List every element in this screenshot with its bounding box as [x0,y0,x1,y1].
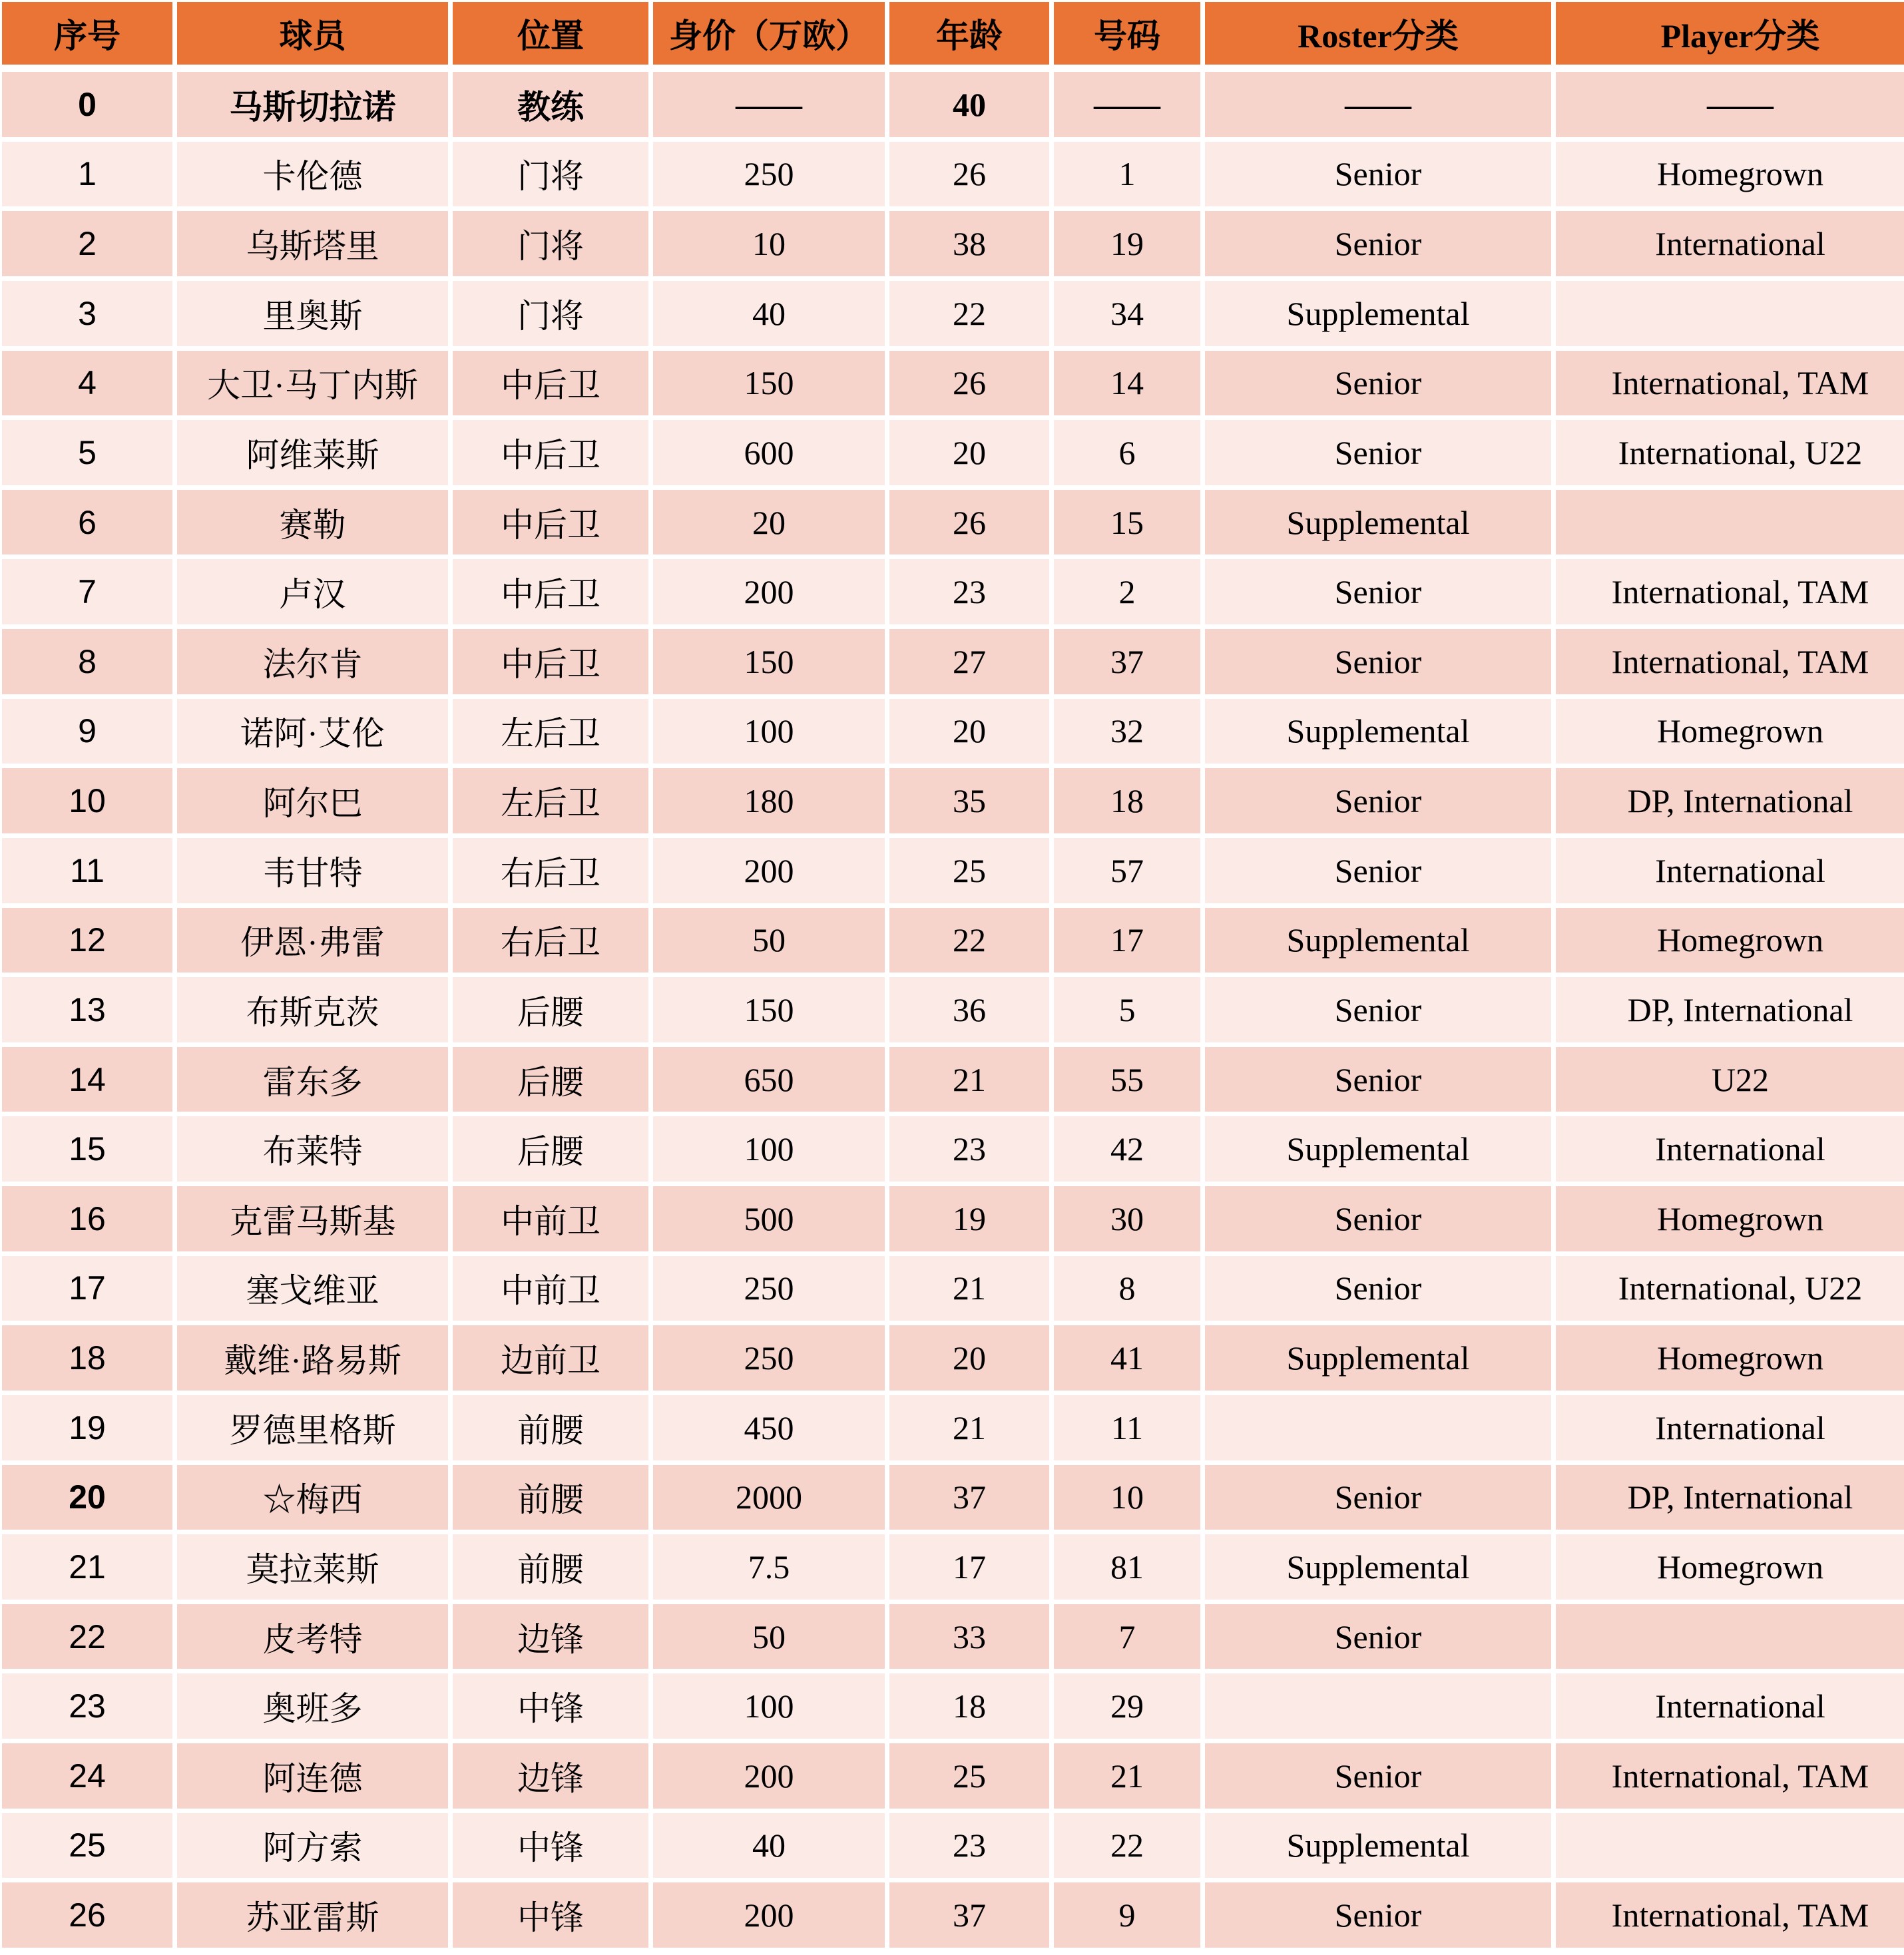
cell-index: 10 [2,768,172,833]
cell-player-name: 法尔肯 [177,629,448,694]
cell-age: 22 [889,908,1049,973]
cell-position: 左后卫 [453,699,648,764]
cell-roster-category: Senior [1205,1186,1551,1251]
table-row [2,768,1904,833]
cell-number: 41 [1054,1325,1200,1391]
cell-age: 23 [889,559,1049,624]
cell-player-name: 卡伦德 [177,142,448,207]
cell-market-value: 2000 [653,1465,885,1530]
header-row [2,2,1904,65]
cell-roster-category [1205,1395,1551,1460]
cell-market-value: 150 [653,977,885,1042]
cell-index: 9 [2,699,172,764]
cell-player-name: 阿连德 [177,1743,448,1809]
cell-index: 25 [2,1813,172,1878]
cell-index: 16 [2,1186,172,1251]
cell-roster-category: Supplemental [1205,1813,1551,1878]
cell-player-category: Homegrown [1556,1325,1904,1391]
cell-market-value: 200 [653,1743,885,1809]
cell-number: 9 [1054,1882,1200,1948]
cell-roster-category: Senior [1205,629,1551,694]
cell-player-name: 戴维·路易斯 [177,1325,448,1391]
cell-roster-category: Senior [1205,1882,1551,1948]
cell-roster-category: Senior [1205,1604,1551,1669]
cell-age: 23 [889,1813,1049,1878]
cell-number: 55 [1054,1047,1200,1112]
cell-position: 前腰 [453,1534,648,1600]
cell-age: 26 [889,490,1049,555]
cell-number: 19 [1054,211,1200,276]
cell-roster-category: Senior [1205,1047,1551,1112]
cell-player-category: Homegrown [1556,1534,1904,1600]
cell-player-name: 阿维莱斯 [177,420,448,485]
cell-player-name: 乌斯塔里 [177,211,448,276]
cell-market-value: 200 [653,1882,885,1948]
cell-age: 26 [889,142,1049,207]
cell-age: 33 [889,1604,1049,1669]
cell-market-value: 250 [653,1325,885,1391]
table-row [2,838,1904,903]
cell-number: 8 [1054,1256,1200,1321]
cell-player-category: International [1556,1116,1904,1182]
cell-number: —— [1054,69,1200,137]
cell-player-category: International, TAM [1556,629,1904,694]
header-number: 号码 [1054,2,1200,65]
cell-roster-category: Supplemental [1205,1534,1551,1600]
cell-roster-category: Senior [1205,977,1551,1042]
cell-market-value: 500 [653,1186,885,1251]
cell-position: 边前卫 [453,1325,648,1391]
cell-number: 17 [1054,908,1200,973]
cell-number: 29 [1054,1673,1200,1739]
cell-index: 2 [2,211,172,276]
cell-age: 37 [889,1465,1049,1530]
cell-age: 25 [889,838,1049,903]
cell-index: 23 [2,1673,172,1739]
cell-age: 18 [889,1673,1049,1739]
cell-player-name: 克雷马斯基 [177,1186,448,1251]
cell-number: 14 [1054,351,1200,416]
cell-position: 中后卫 [453,351,648,416]
header-age: 年龄 [889,2,1049,65]
cell-index: 6 [2,490,172,555]
cell-player-category: International, U22 [1556,1256,1904,1321]
cell-player-category: International, TAM [1556,351,1904,416]
cell-number: 15 [1054,490,1200,555]
cell-player-category: U22 [1556,1047,1904,1112]
table-row [2,629,1904,694]
cell-position: 门将 [453,281,648,346]
cell-player-category: International, U22 [1556,420,1904,485]
cell-position: 后腰 [453,977,648,1042]
cell-number: 6 [1054,420,1200,485]
cell-age: 19 [889,1186,1049,1251]
cell-age: 20 [889,699,1049,764]
cell-market-value: 100 [653,699,885,764]
table-row [2,559,1904,624]
cell-age: 25 [889,1743,1049,1809]
cell-number: 34 [1054,281,1200,346]
cell-player-name: ☆梅西 [177,1465,448,1530]
cell-player-name: 马斯切拉诺 [177,69,448,137]
cell-age: 20 [889,420,1049,485]
cell-player-category: Homegrown [1556,908,1904,973]
cell-market-value: 150 [653,351,885,416]
table-row [2,1395,1904,1460]
cell-player-category: Homegrown [1556,142,1904,207]
cell-market-value: 200 [653,838,885,903]
cell-position: 中前卫 [453,1186,648,1251]
cell-position: 中后卫 [453,629,648,694]
cell-player-category: International [1556,211,1904,276]
table-row [2,1186,1904,1251]
cell-index: 22 [2,1604,172,1669]
cell-age: 20 [889,1325,1049,1391]
cell-number: 7 [1054,1604,1200,1669]
cell-number: 57 [1054,838,1200,903]
cell-market-value: 50 [653,1604,885,1669]
cell-number: 81 [1054,1534,1200,1600]
cell-index: 12 [2,908,172,973]
cell-index: 17 [2,1256,172,1321]
cell-index: 24 [2,1743,172,1809]
cell-index: 1 [2,142,172,207]
cell-number: 21 [1054,1743,1200,1809]
cell-index: 5 [2,420,172,485]
cell-market-value: 600 [653,420,885,485]
header-market-value: 身价（万欧） [653,2,885,65]
cell-player-name: 布斯克茨 [177,977,448,1042]
cell-player-name: 布莱特 [177,1116,448,1182]
cell-position: 中后卫 [453,490,648,555]
cell-position: 边锋 [453,1604,648,1669]
cell-index: 0 [2,69,172,137]
cell-roster-category: Senior [1205,351,1551,416]
cell-number: 18 [1054,768,1200,833]
table-row [2,1047,1904,1112]
cell-age: 17 [889,1534,1049,1600]
cell-player-category [1556,490,1904,555]
cell-age: 21 [889,1395,1049,1460]
cell-roster-category: —— [1205,69,1551,137]
cell-position: 教练 [453,69,648,137]
cell-player-category: International [1556,838,1904,903]
cell-market-value: 650 [653,1047,885,1112]
cell-position: 后腰 [453,1116,648,1182]
cell-roster-category: Senior [1205,559,1551,624]
cell-position: 门将 [453,211,648,276]
cell-position: 中后卫 [453,420,648,485]
cell-player-category: International, TAM [1556,559,1904,624]
table-row [2,1673,1904,1739]
cell-player-name: 阿方索 [177,1813,448,1878]
cell-market-value: 40 [653,281,885,346]
cell-index: 21 [2,1534,172,1600]
table-row [2,1116,1904,1182]
cell-market-value: 250 [653,142,885,207]
cell-player-category [1556,281,1904,346]
cell-market-value: —— [653,69,885,137]
header-player: 球员 [177,2,448,65]
cell-index: 15 [2,1116,172,1182]
cell-index: 13 [2,977,172,1042]
cell-player-name: 奥班多 [177,1673,448,1739]
table-row [2,1813,1904,1878]
cell-number: 5 [1054,977,1200,1042]
cell-player-category: Homegrown [1556,699,1904,764]
cell-number: 42 [1054,1116,1200,1182]
cell-player-category: DP, International [1556,977,1904,1042]
cell-player-name: 雷东多 [177,1047,448,1112]
cell-roster-category: Supplemental [1205,699,1551,764]
cell-age: 36 [889,977,1049,1042]
cell-player-category: DP, International [1556,1465,1904,1530]
cell-market-value: 20 [653,490,885,555]
cell-index: 4 [2,351,172,416]
cell-player-name: 诺阿·艾伦 [177,699,448,764]
table-row [2,699,1904,764]
cell-market-value: 180 [653,768,885,833]
cell-market-value: 40 [653,1813,885,1878]
cell-index: 8 [2,629,172,694]
header-player-category: Player分类 [1556,2,1904,65]
table-body [2,69,1904,1948]
cell-age: 21 [889,1256,1049,1321]
cell-roster-category: Supplemental [1205,281,1551,346]
cell-player-name: 赛勒 [177,490,448,555]
cell-position: 中锋 [453,1882,648,1948]
cell-player-name: 阿尔巴 [177,768,448,833]
cell-roster-category: Senior [1205,768,1551,833]
cell-index: 7 [2,559,172,624]
cell-age: 27 [889,629,1049,694]
header-position: 位置 [453,2,648,65]
cell-number: 2 [1054,559,1200,624]
cell-player-category: International [1556,1673,1904,1739]
cell-index: 19 [2,1395,172,1460]
cell-age: 37 [889,1882,1049,1948]
cell-player-name: 韦甘特 [177,838,448,903]
cell-age: 26 [889,351,1049,416]
cell-player-name: 卢汉 [177,559,448,624]
cell-roster-category: Senior [1205,1256,1551,1321]
table-row [2,1743,1904,1809]
cell-position: 左后卫 [453,768,648,833]
cell-index: 18 [2,1325,172,1391]
cell-player-category: —— [1556,69,1904,137]
table-row [2,351,1904,416]
cell-roster-category: Supplemental [1205,908,1551,973]
cell-index: 11 [2,838,172,903]
table-row [2,908,1904,973]
cell-position: 中后卫 [453,559,648,624]
table-row [2,142,1904,207]
table-row [2,1534,1904,1600]
cell-player-name: 伊恩·弗雷 [177,908,448,973]
cell-roster-category: Senior [1205,1465,1551,1530]
cell-market-value: 100 [653,1673,885,1739]
cell-market-value: 250 [653,1256,885,1321]
cell-position: 右后卫 [453,838,648,903]
cell-player-name: 罗德里格斯 [177,1395,448,1460]
header-roster-category: Roster分类 [1205,2,1551,65]
cell-player-category: International [1556,1395,1904,1460]
cell-age: 21 [889,1047,1049,1112]
cell-market-value: 200 [653,559,885,624]
cell-position: 前腰 [453,1395,648,1460]
cell-number: 37 [1054,629,1200,694]
cell-player-name: 皮考特 [177,1604,448,1669]
cell-player-category: Homegrown [1556,1186,1904,1251]
cell-number: 30 [1054,1186,1200,1251]
cell-position: 后腰 [453,1047,648,1112]
cell-index: 14 [2,1047,172,1112]
cell-number: 10 [1054,1465,1200,1530]
cell-index: 3 [2,281,172,346]
cell-position: 中锋 [453,1673,648,1739]
cell-market-value: 150 [653,629,885,694]
cell-position: 中前卫 [453,1256,648,1321]
cell-number: 1 [1054,142,1200,207]
cell-market-value: 50 [653,908,885,973]
cell-market-value: 100 [653,1116,885,1182]
cell-age: 23 [889,1116,1049,1182]
cell-roster-category [1205,1673,1551,1739]
cell-position: 边锋 [453,1743,648,1809]
cell-number: 32 [1054,699,1200,764]
table-row [2,1604,1904,1669]
table-row [2,420,1904,485]
cell-player-category [1556,1604,1904,1669]
cell-player-name: 苏亚雷斯 [177,1882,448,1948]
header-index: 序号 [2,2,172,65]
cell-player-category [1556,1813,1904,1878]
cell-age: 38 [889,211,1049,276]
cell-market-value: 10 [653,211,885,276]
cell-number: 11 [1054,1395,1200,1460]
cell-player-name: 塞戈维亚 [177,1256,448,1321]
table-row [2,69,1904,137]
table-row [2,1256,1904,1321]
cell-player-name: 大卫·马丁内斯 [177,351,448,416]
cell-roster-category: Senior [1205,142,1551,207]
table-row [2,211,1904,276]
cell-roster-category: Senior [1205,420,1551,485]
cell-index: 26 [2,1882,172,1948]
cell-age: 22 [889,281,1049,346]
cell-number: 22 [1054,1813,1200,1878]
table-row [2,281,1904,346]
table-row [2,977,1904,1042]
cell-position: 中锋 [453,1813,648,1878]
table-row [2,1882,1904,1948]
cell-index: 20 [2,1465,172,1530]
cell-roster-category: Senior [1205,1743,1551,1809]
cell-position: 右后卫 [453,908,648,973]
cell-roster-category: Supplemental [1205,1116,1551,1182]
table-row [2,1325,1904,1391]
cell-player-name: 里奥斯 [177,281,448,346]
cell-market-value: 450 [653,1395,885,1460]
cell-position: 门将 [453,142,648,207]
cell-roster-category: Senior [1205,211,1551,276]
cell-player-name: 莫拉莱斯 [177,1534,448,1600]
cell-player-category: International, TAM [1556,1882,1904,1948]
cell-player-category: DP, International [1556,768,1904,833]
table-row [2,490,1904,555]
cell-player-category: International, TAM [1556,1743,1904,1809]
cell-age: 35 [889,768,1049,833]
cell-market-value: 7.5 [653,1534,885,1600]
cell-position: 前腰 [453,1465,648,1530]
cell-roster-category: Supplemental [1205,490,1551,555]
cell-roster-category: Supplemental [1205,1325,1551,1391]
cell-roster-category: Senior [1205,838,1551,903]
cell-age: 40 [889,69,1049,137]
table-row [2,1465,1904,1530]
